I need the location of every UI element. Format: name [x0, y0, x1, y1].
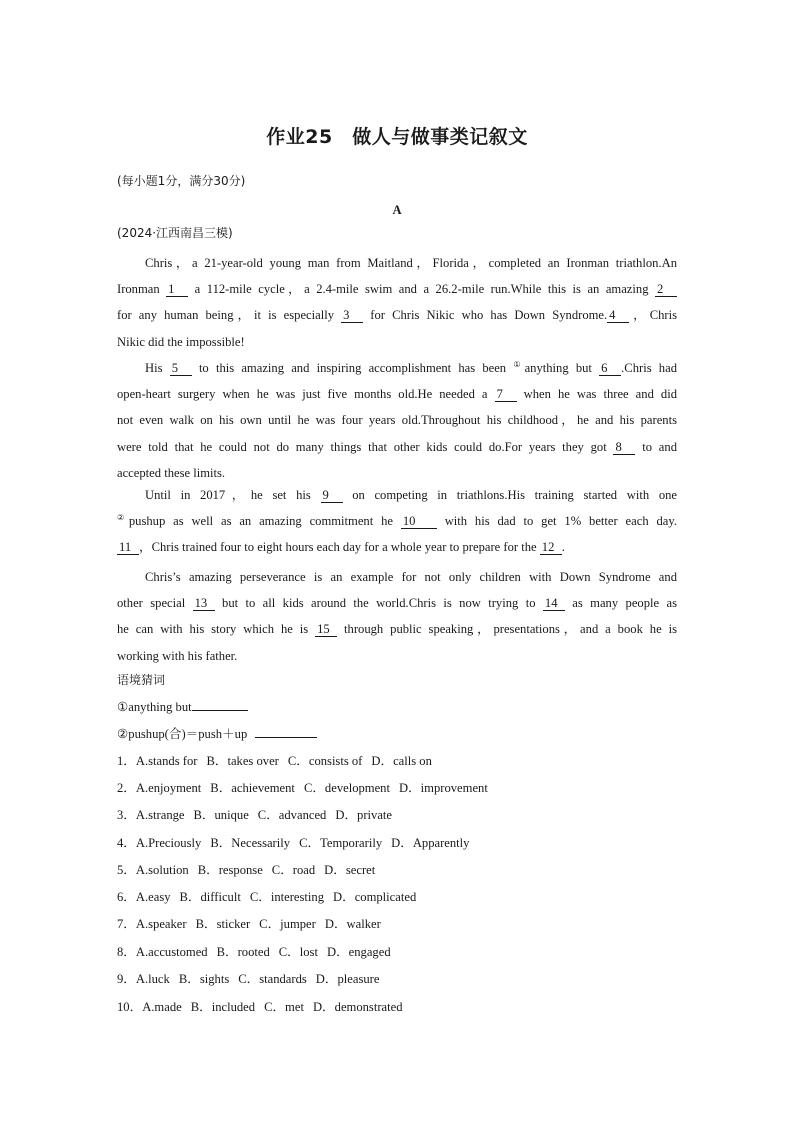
passage-source: (2024·江西南昌三模) [117, 226, 233, 240]
paragraph-1 [117, 254, 677, 359]
paragraph-line: Ironman 1 a 112-mile cycle，a 2.4-mile swim and a 26.2-mile run.While this is an amazing 2 [117, 280, 677, 306]
option-d[interactable]: D．pleasure [315, 972, 380, 986]
question-item: 1．A.stands for B．takes over C．consists of D．calls on [117, 754, 432, 768]
footnote-marker-2: ② [117, 513, 129, 522]
blank-1[interactable]: 1 [166, 282, 188, 297]
option-d[interactable]: D．demonstrated [312, 1000, 403, 1014]
blank-4[interactable]: 4 [607, 308, 629, 323]
option-a[interactable]: A.solution [135, 863, 189, 877]
blank-12[interactable]: 12 [540, 540, 562, 555]
question-item: 4．A.Preciously B．Necessarily C．Temporarily D．Apparently [117, 836, 470, 850]
paragraph-line: Until in 2017，he set his 9 on competing in triathlons.His training started with one [145, 488, 678, 502]
option-c[interactable]: C．road [271, 863, 316, 877]
option-a[interactable]: A.strange [135, 808, 185, 822]
paragraph-2 [117, 359, 677, 490]
option-d[interactable]: D．engaged [326, 945, 391, 959]
paragraph-line: working with his father. [117, 648, 238, 663]
option-a[interactable]: A.stands for [135, 754, 198, 768]
paragraph-line: Chris’s amazing perseverance is an example for not only children with Down Syndrome and [145, 570, 677, 584]
paragraph-line: Nikic did the impossible! [117, 334, 245, 349]
question-item: 7．A.speaker B．sticker C．jumper D．walker [117, 917, 381, 931]
option-c[interactable]: C．advanced [257, 808, 327, 822]
blank-15[interactable]: 15 [315, 622, 337, 637]
answer-line-1[interactable] [192, 698, 248, 711]
option-b[interactable]: B．rooted [216, 945, 270, 959]
question-item: 2．A.enjoyment B．achievement C．development D．improvement [117, 781, 488, 795]
paragraph-line: other special 13 but to all kids around the world.Chris is now trying to 14 as many people as [117, 596, 677, 611]
blank-7[interactable]: 7 [495, 387, 517, 402]
page-title: 作业25 做人与做事类记叙文 [266, 126, 528, 148]
section-label: A [392, 203, 402, 217]
option-c[interactable]: C．jumper [259, 917, 316, 931]
blank-14[interactable]: 14 [543, 596, 565, 611]
paragraph-line: he can with his story which he is 15 through public speaking，presentations，and a book he is [117, 622, 677, 637]
blank-6[interactable]: 6 [599, 361, 621, 376]
option-a[interactable]: A.speaker [135, 917, 187, 931]
question-item: 3．A.strange B．unique C．advanced D．private [117, 808, 392, 822]
option-c[interactable]: C．lost [278, 945, 318, 959]
blank-11[interactable]: 11 [117, 540, 139, 555]
option-a[interactable]: A.enjoyment [135, 781, 202, 795]
blank-3[interactable]: 3 [341, 308, 363, 323]
paragraph-line: were told that he could not do many things that other kids could do.For years they got 8 to and [117, 439, 677, 454]
option-d[interactable]: D．secret [324, 863, 376, 877]
context-item-1: ①anything but [117, 698, 248, 716]
blank-13[interactable]: 13 [193, 596, 215, 611]
context-heading: 语境猜词 [117, 673, 166, 687]
option-a[interactable]: A.accustomed [135, 945, 208, 959]
blank-2[interactable]: 2 [655, 282, 677, 297]
option-b[interactable]: B．Necessarily [210, 836, 291, 850]
option-b[interactable]: B．included [190, 1000, 256, 1014]
paragraph-line: open-heart surgery when he was just five months old.He needed a 7 when he was three and did [117, 387, 677, 402]
option-d[interactable]: D．walker [324, 917, 381, 931]
option-b[interactable]: B．sights [178, 972, 230, 986]
question-item: 8．A.accustomed B．rooted C．lost D．engaged [117, 945, 391, 959]
option-c[interactable]: C．consists of [287, 754, 363, 768]
blank-9[interactable]: 9 [321, 488, 343, 503]
paragraph-3 [117, 486, 677, 565]
paragraph-line: not even walk on his own until he was four years old.Throughout his childhood，he and his parents [117, 413, 677, 428]
option-b[interactable]: B．achievement [210, 781, 295, 795]
blank-5[interactable]: 5 [170, 361, 192, 376]
option-a[interactable]: A.easy [135, 890, 171, 904]
blank-10[interactable]: 10 [401, 514, 437, 529]
option-a[interactable]: A.made [142, 1000, 182, 1014]
question-item: 10．A.made B．included C．met D．demonstrated [117, 1000, 403, 1014]
option-b[interactable]: B．difficult [179, 890, 241, 904]
context-item-2: ②pushup(合)＝push＋up [117, 725, 317, 743]
paragraph-line: for any human being，it is especially 3 for Chris Nikic who has Down Syndrome. 4 ，Chris [117, 308, 677, 323]
option-a[interactable]: A.luck [135, 972, 170, 986]
paragraph-line: Chris，a 21-year-old young man from Maitland，Florida，completed an Ironman triathlon.An [145, 256, 677, 270]
option-c[interactable]: C．standards [238, 972, 307, 986]
option-d[interactable]: D．calls on [371, 754, 432, 768]
blank-8[interactable]: 8 [613, 440, 635, 455]
option-d[interactable]: D．Apparently [391, 836, 470, 850]
answer-line-2[interactable] [255, 725, 317, 738]
paragraph-line: His 5 to this amazing and inspiring accomplishment has been ①anything but 6 .Chris had [145, 359, 677, 375]
option-c[interactable]: C．Temporarily [299, 836, 383, 850]
option-b[interactable]: B．sticker [195, 917, 251, 931]
option-c[interactable]: C．interesting [249, 890, 325, 904]
paragraph-line: accepted these limits. [117, 465, 226, 480]
option-b[interactable]: B．response [197, 863, 263, 877]
paragraph-4 [117, 568, 677, 673]
paragraph-line: 11 ，Chris trained four to eight hours each day for a whole year to prepare for the 12 . [119, 540, 565, 555]
option-a[interactable]: A.Preciously [135, 836, 202, 850]
option-d[interactable]: D．private [335, 808, 392, 822]
option-d[interactable]: D．complicated [333, 890, 417, 904]
question-item: 9．A.luck B．sights C．standards D．pleasure [117, 972, 380, 986]
scoring-note: (每小题1分，满分30分) [117, 174, 246, 188]
option-b[interactable]: B．takes over [206, 754, 279, 768]
question-item: 5．A.solution B．response C．road D．secret [117, 863, 376, 877]
option-d[interactable]: D．improvement [398, 781, 488, 795]
option-b[interactable]: B．unique [193, 808, 249, 822]
footnote-marker-1: ① [513, 359, 525, 369]
question-item: 6．A.easy B．difficult C．interesting D．complicated [117, 890, 417, 904]
option-c[interactable]: C．met [264, 1000, 304, 1014]
paragraph-line: ②pushup as well as an amazing commitment he 10 with his dad to get 1% better each day. [117, 513, 677, 529]
option-c[interactable]: C．development [303, 781, 390, 795]
